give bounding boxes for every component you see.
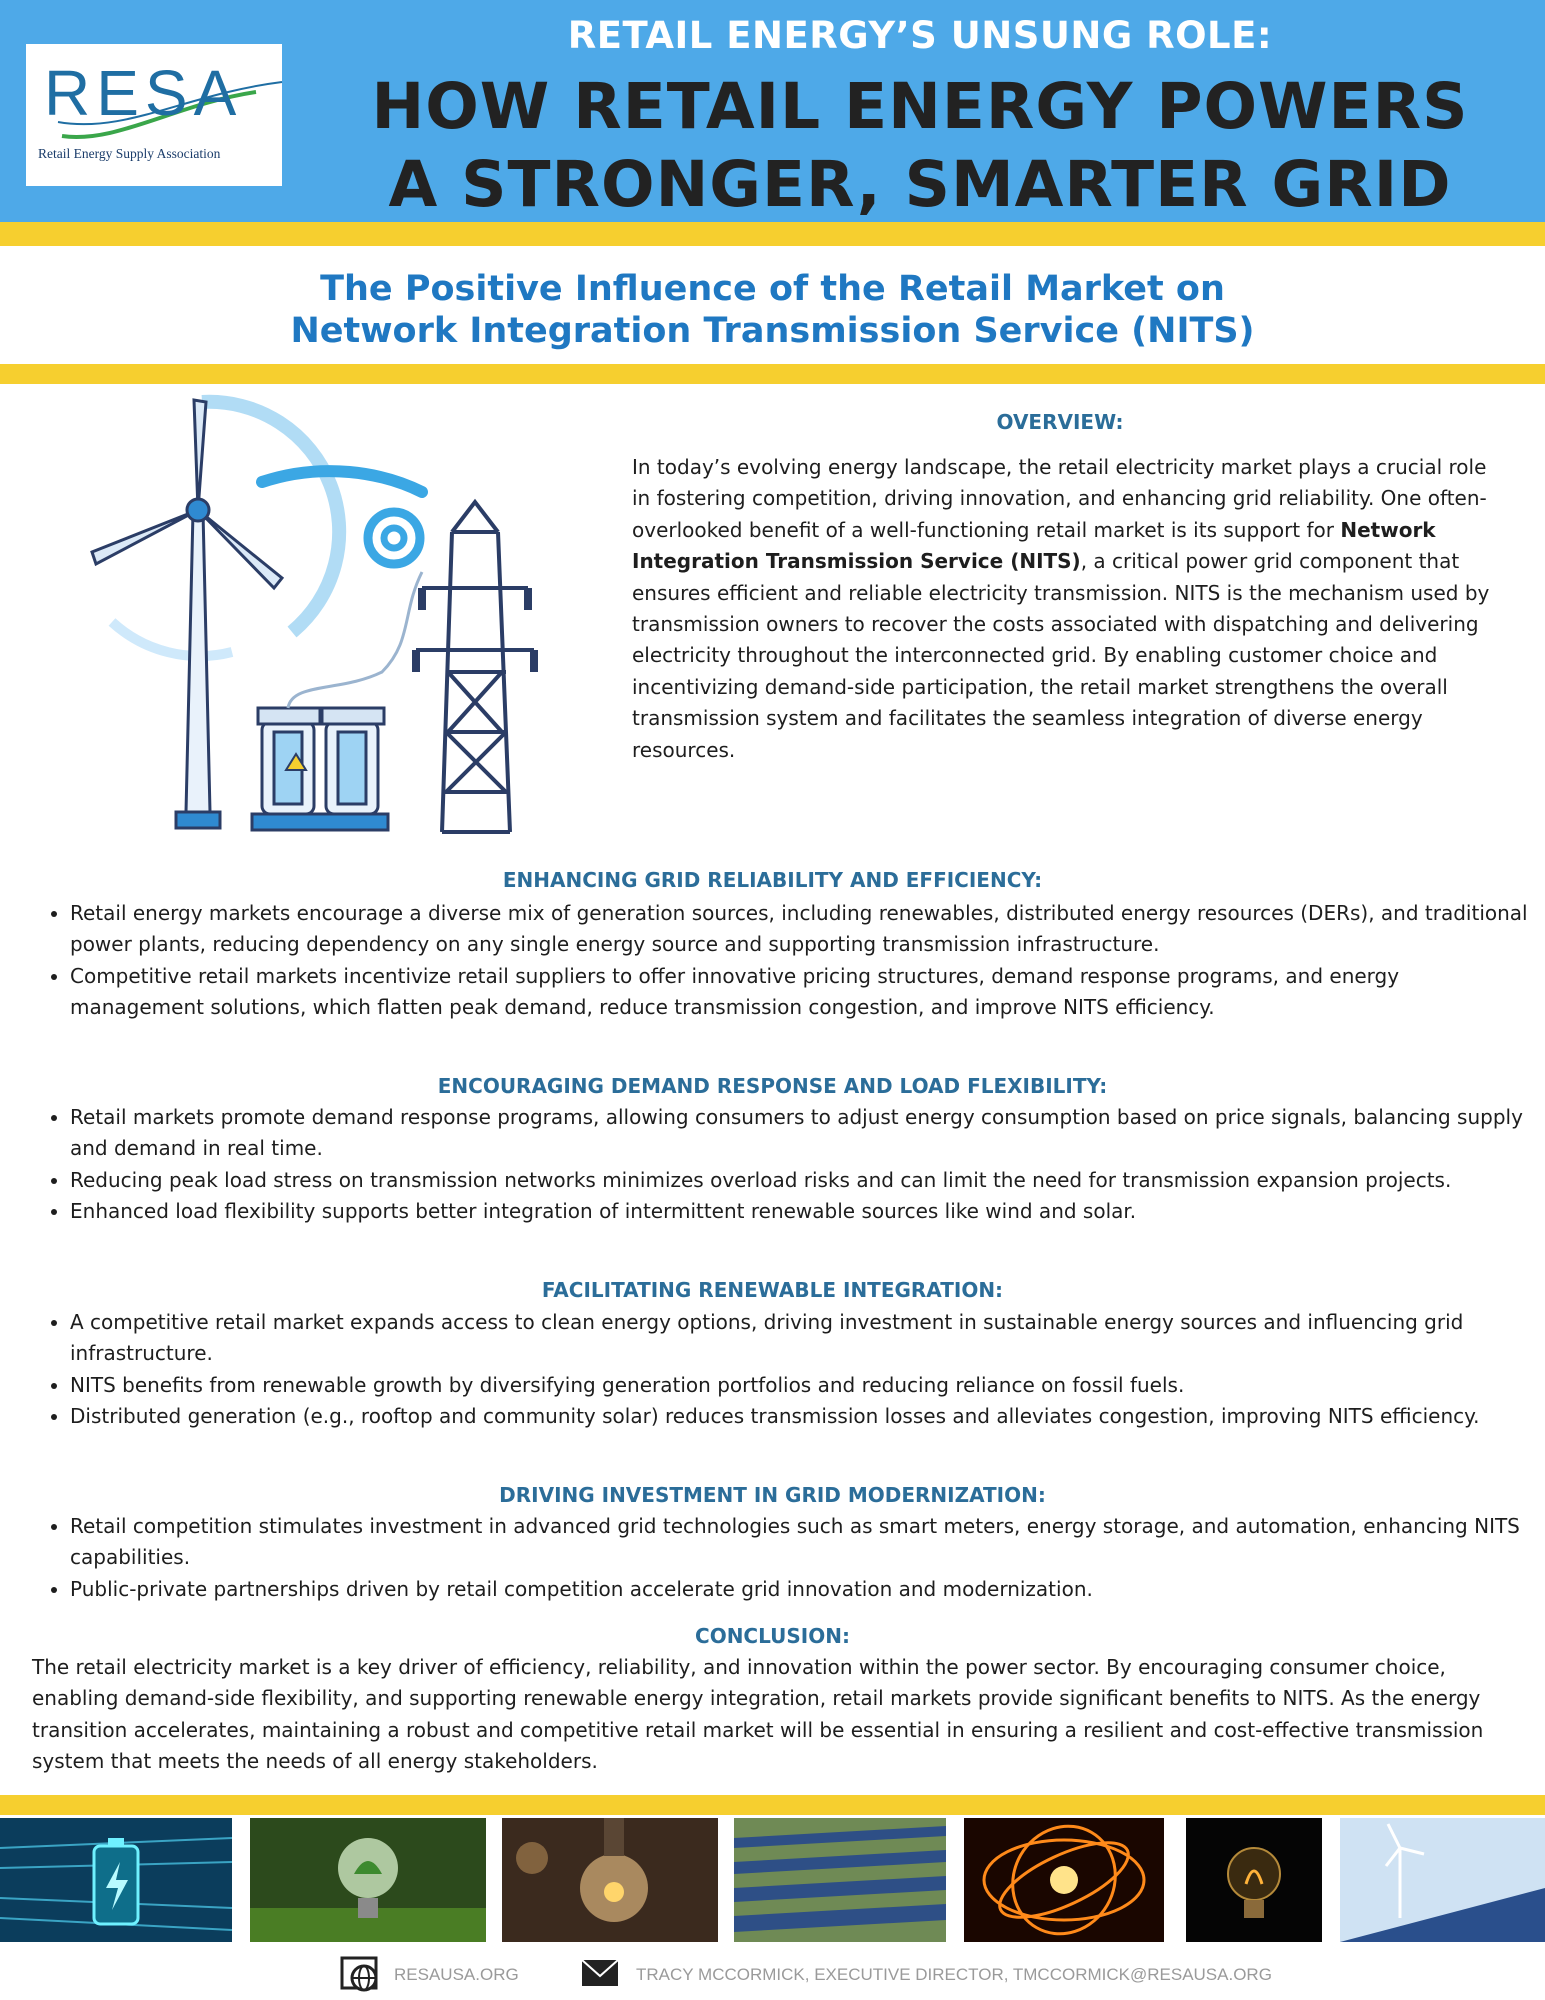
- yellow-divider: [0, 222, 1545, 246]
- conclusion-heading: CONCLUSION:: [695, 1624, 850, 1648]
- filament-bulb-photo: [1186, 1818, 1322, 1942]
- conclusion-paragraph: The retail electricity market is a key driver of efficiency, reliability, and innovation within the power sector. By encouraging consumer choice, enabling demand-side flexibility, and supporting renewable energy integration, retail markets provide significant benefits to NITS. As the energy transition accelerates, maintaining a robust and competitive retail market will be essential in ensuring a resilient and cost-effective transmission system that meets the needs of all energy stakeholders.: [32, 1655, 1484, 1774]
- subtitle-line-1: The Positive Influence of the Retail Market on: [320, 269, 1225, 309]
- yellow-divider: [0, 1795, 1545, 1815]
- section-heading-renewable-integration: FACILITATING RENEWABLE INTEGRATION:: [541, 1278, 1004, 1302]
- list-item: • Retail competition stimulates investment in advanced grid technologies such as smart meters, energy storage, and automation, enhancing NITS capabilities.: [70, 1511, 1530, 1574]
- mail-icon: [580, 1958, 620, 1988]
- list-item: • A competitive retail market expands access to clean energy options, driving investment in sustainable energy sources and influencing grid infrastructure.: [70, 1307, 1530, 1370]
- overview-text-1: In today’s evolving energy landscape, the retail electricity market plays a crucial role in fostering competition, driving innovation, and enhancing grid reliability. One often-overlooked benefit of a well-functioning retail market is its support for: [632, 455, 1487, 542]
- list-item: • Distributed generation (e.g., rooftop and community solar) reduces transmission losses and alleviates congestion, improving NITS efficiency.: [70, 1401, 1530, 1432]
- bullet-list-renewable-integration: [44, 1307, 1530, 1433]
- list-item: • NITS benefits from renewable growth by diversifying generation portfolios and reducing reliance on fossil fuels.: [70, 1370, 1530, 1401]
- website-link[interactable]: RESAUSA.ORG: [394, 1965, 519, 1984]
- vintage-bulb-photo: [502, 1818, 718, 1942]
- light-trails-photo: [964, 1818, 1164, 1942]
- bullet-list-grid-reliability: [44, 898, 1530, 1024]
- list-item: • Retail markets promote demand response programs, allowing consumers to adjust energy consumption based on price signals, balancing supply and demand in real time.: [70, 1102, 1530, 1165]
- subtitle: [0, 268, 1545, 352]
- section-heading-demand-response: ENCOURAGING DEMAND RESPONSE AND LOAD FLEXIBILITY:: [437, 1074, 1108, 1098]
- solar-field-photo: [734, 1818, 946, 1942]
- overview-text-2: , a critical power grid component that ensures efficient and reliable electricity transmission. NITS is the mechanism used by transmission owners to recover the costs associated with dispatching and delivering electricity throughout the interconnected grid. By enabling customer choice and incentivizing demand-side participation, the retail market strengthens the overall transmission system and facilitates the seamless integration of diverse energy resources.: [632, 549, 1490, 762]
- section-heading-grid-reliability: ENHANCING GRID RELIABILITY AND EFFICIENCY:: [502, 868, 1043, 892]
- list-item: • Competitive retail markets incentivize retail suppliers to offer innovative pricing structures, demand response programs, and energy management solutions, which flatten peak demand, reduce transmission congestion, and improve NITS efficiency.: [70, 961, 1530, 1024]
- nits-bold-term: Network Integration Transmission Service (NITS): [632, 517, 1436, 574]
- globe-icon: [340, 1954, 380, 1994]
- bullet-list-grid-modernization: [44, 1511, 1530, 1605]
- page-title: [300, 68, 1540, 224]
- battery-photo: [0, 1818, 232, 1942]
- headline-line-2: A STRONGER, SMARTER GRID: [388, 148, 1452, 221]
- wind-turbine-transmission-illustration: [82, 392, 602, 852]
- list-item: • Enhanced load flexibility supports better integration of intermittent renewable sources like wind and solar.: [70, 1196, 1530, 1227]
- section-heading-grid-modernization: DRIVING INVESTMENT IN GRID MODERNIZATION:: [499, 1483, 1046, 1507]
- headline-line-1: HOW RETAIL ENERGY POWERS: [371, 70, 1469, 143]
- header-kicker: RETAIL ENERGY’S UNSUNG ROLE:: [567, 14, 1273, 57]
- lightbulb-plant-photo: [250, 1818, 486, 1942]
- list-item: • Public-private partnerships driven by retail competition accelerate grid innovation and modernization.: [70, 1574, 1530, 1605]
- list-item: • Retail energy markets encourage a diverse mix of generation sources, including renewables, distributed energy resources (DERs), and traditional power plants, reducing dependency on any single energy source and supporting transmission infrastructure.: [70, 898, 1530, 961]
- contact-email-link[interactable]: TRACY MCCORMICK, EXECUTIVE DIRECTOR, TMCCORMICK@RESAUSA.ORG: [636, 1965, 1272, 1984]
- overview-paragraph: [632, 452, 1500, 766]
- resa-logo[interactable]: [26, 44, 282, 186]
- overview-heading: OVERVIEW:: [996, 410, 1124, 434]
- list-item: • Reducing peak load stress on transmission networks minimizes overload risks and can limit the need for transmission expansion projects.: [70, 1165, 1530, 1196]
- logo-subtitle: Retail Energy Supply Association: [38, 146, 221, 161]
- subtitle-line-2: Network Integration Transmission Service (NITS): [290, 311, 1255, 351]
- logo-wordmark: RESA: [44, 57, 243, 129]
- yellow-divider: [0, 364, 1545, 384]
- bullet-list-demand-response: [44, 1102, 1530, 1228]
- wind-solar-photo: [1340, 1818, 1545, 1942]
